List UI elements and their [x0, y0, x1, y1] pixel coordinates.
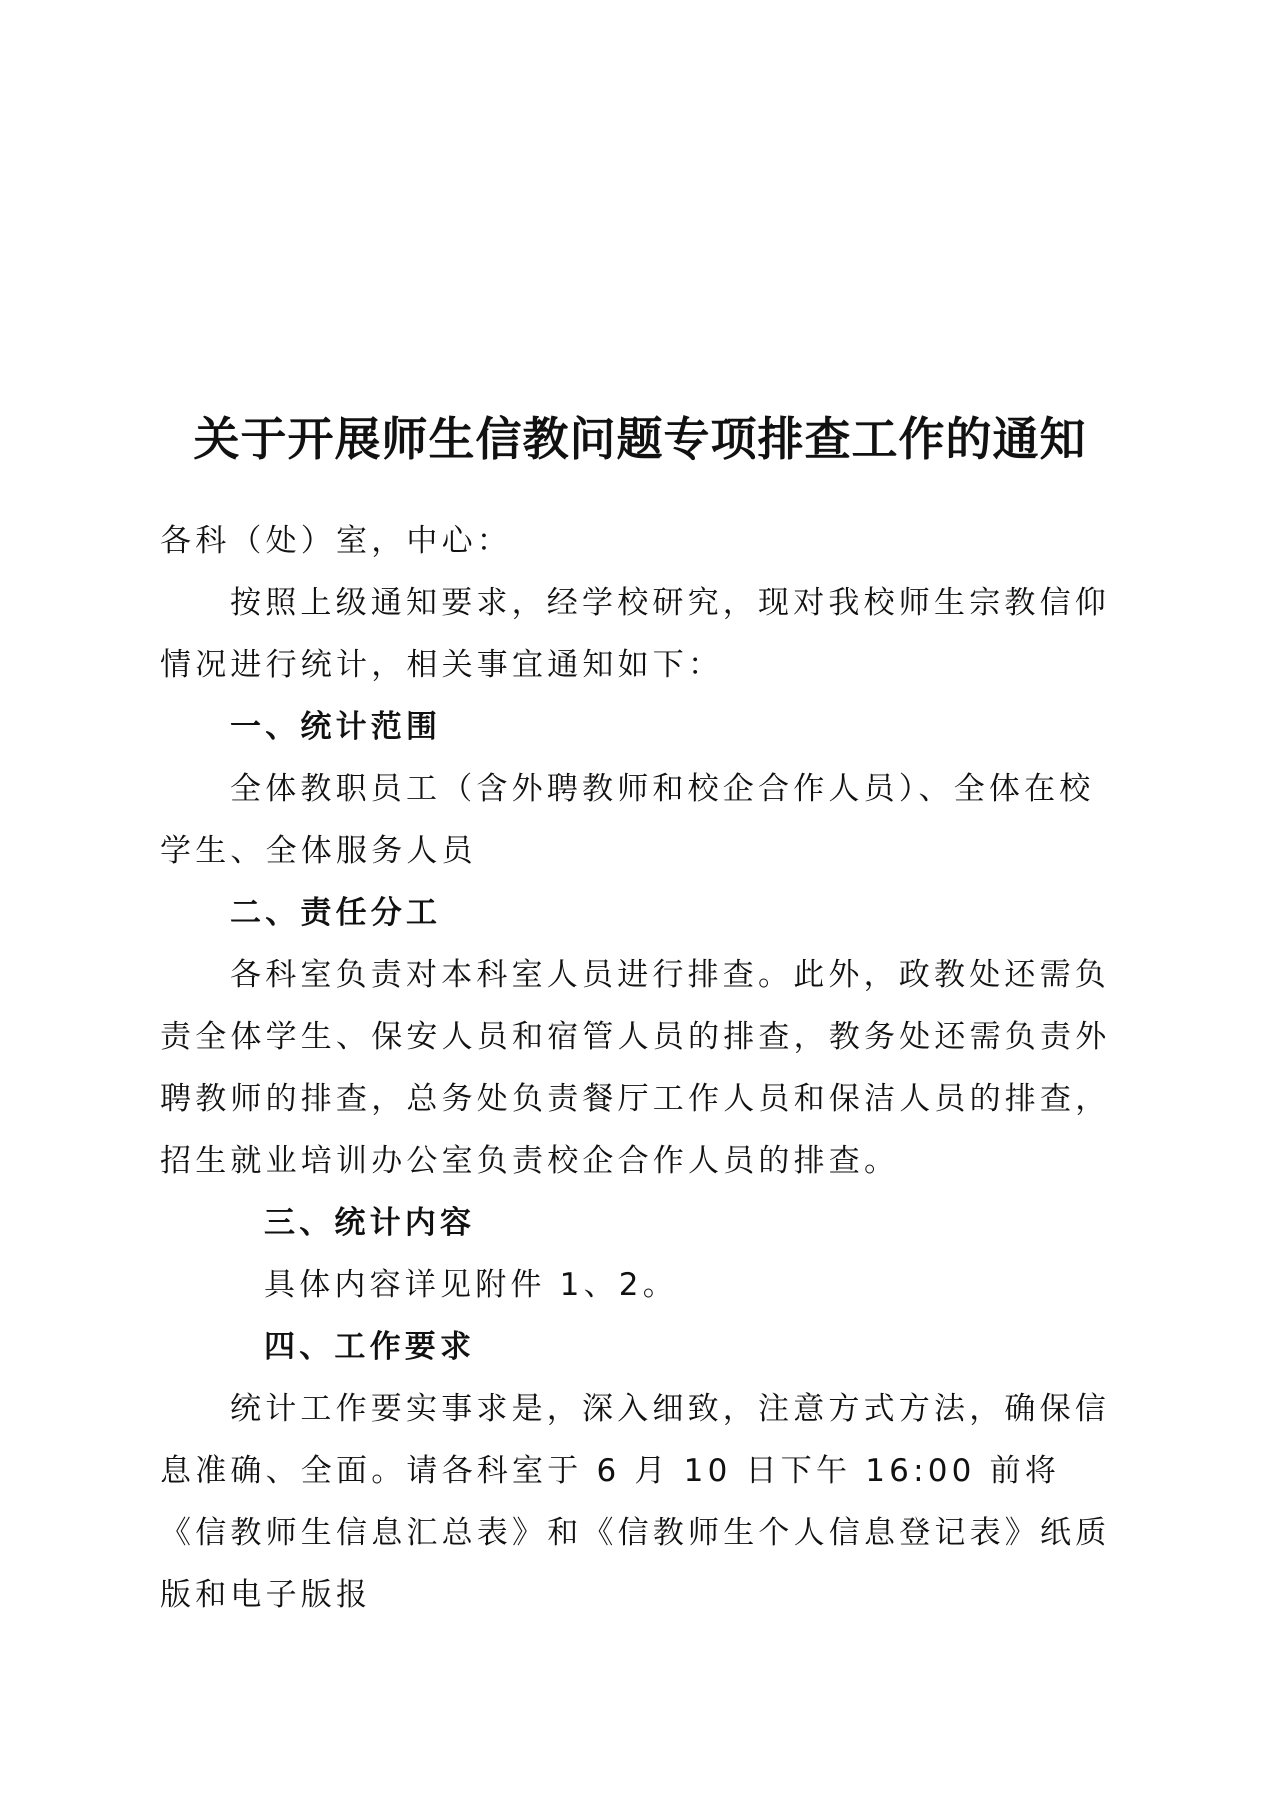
section-heading-content: 三、统计内容: [264, 1205, 476, 1241]
section-heading-requirements: 四、工作要求: [264, 1329, 476, 1365]
section-body-scope: 全体教职员工（含外聘教师和校企合作人员）、全体在校学生、全体服务人员: [160, 771, 1095, 869]
section-body-responsibility: 各科室负责对本科室人员进行排查。此外，政教处还需负责全体学生、保安人员和宿管人员的排查，教务处还需负责外聘教师的排查，总务处负责餐厅工作人员和保洁人员的排查，招生就业培训办公室负责校企合作人员的排查。: [160, 957, 1111, 1179]
section-heading-scope: 一、统计范围: [230, 709, 442, 745]
document-body: [160, 510, 1120, 1626]
salutation: 各科（处）室，中心：: [160, 523, 512, 559]
intro-paragraph: 按照上级通知要求，经学校研究，现对我校师生宗教信仰情况进行统计，相关事宜通知如下：: [160, 585, 1110, 683]
document-title: 关于开展师生信教问题专项排查工作的通知: [193, 412, 1087, 466]
section-body-requirements: 统计工作要实事求是，深入细致，注意方式方法，确保信息准确、全面。请各科室于 6 月 10 日下午 16:00 前将《信教师生信息汇总表》和《信教师生个人信息登记表》纸质版和电子版报: [160, 1391, 1111, 1613]
section-body-content: 具体内容详见附件 1、2。: [264, 1267, 678, 1303]
section-heading-responsibility: 二、责任分工: [230, 895, 442, 931]
